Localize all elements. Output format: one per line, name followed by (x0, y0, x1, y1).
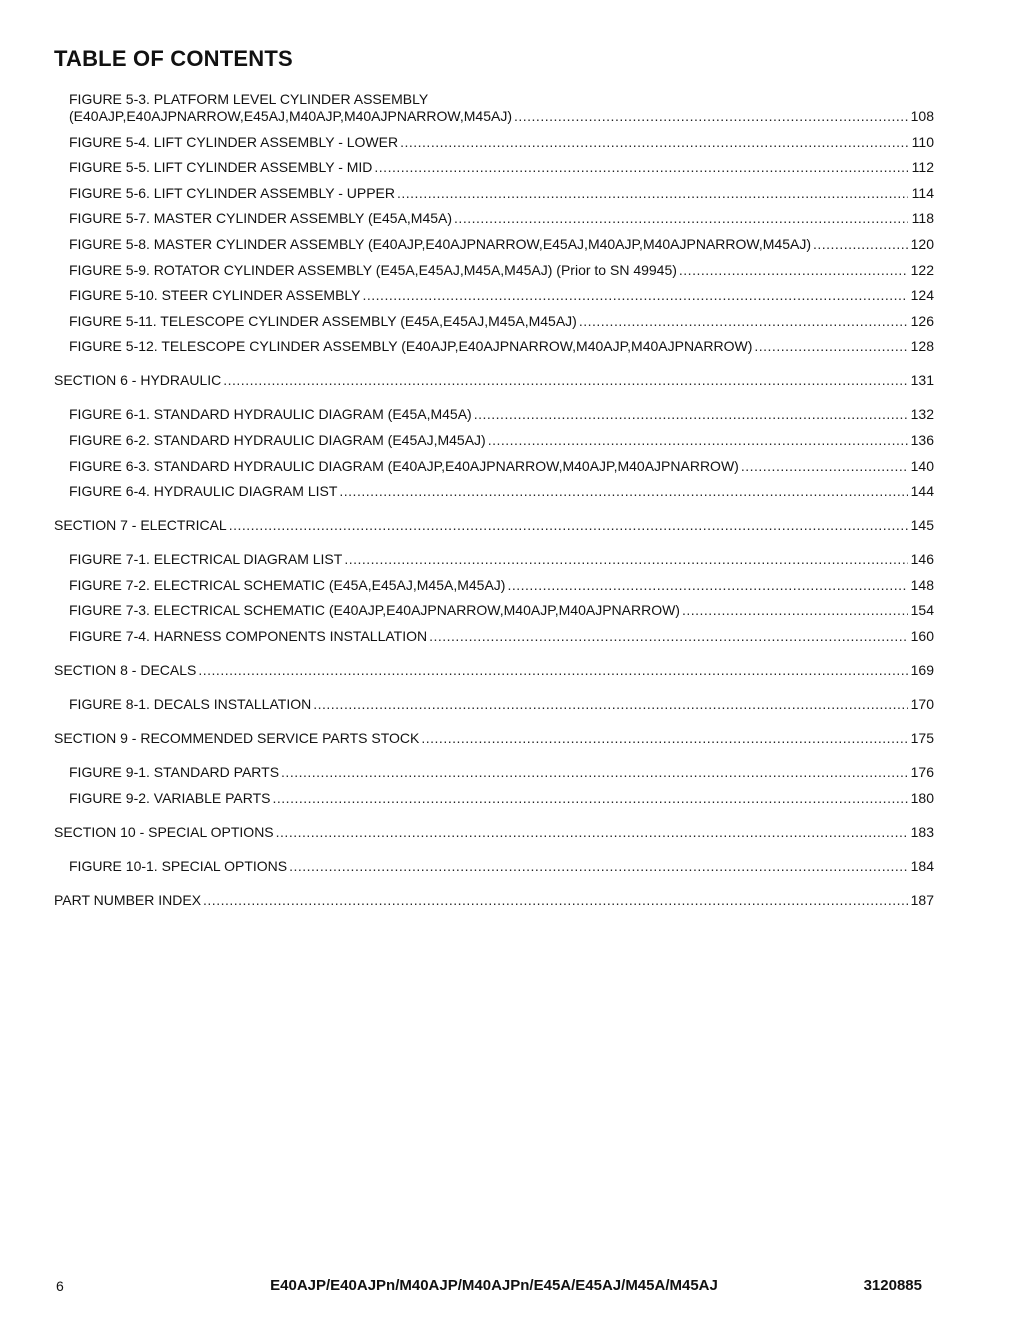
toc-entry-page: 140 (910, 457, 934, 474)
leader-dots (229, 517, 908, 534)
toc-entry-page: 184 (910, 857, 934, 874)
toc-entry-text: SECTION 6 - HYDRAULIC (54, 372, 222, 389)
toc-entry-figure-7-1[interactable] (54, 551, 934, 568)
leader-dots (203, 892, 908, 909)
leader-dots (363, 287, 909, 304)
toc-entry-page: 169 (910, 661, 934, 678)
toc-entry-text: FIGURE 9-2. VARIABLE PARTS (69, 789, 271, 806)
toc-entry-page: 131 (910, 372, 934, 389)
toc-entry-page: 132 (910, 406, 934, 423)
leader-dots (429, 628, 908, 645)
toc-entry-section-8[interactable] (54, 662, 934, 679)
toc-entry-text: FIGURE 6-4. HYDRAULIC DIAGRAM LIST (69, 483, 338, 500)
toc-entry-text: FIGURE 7-4. HARNESS COMPONENTS INSTALLATION (69, 627, 428, 644)
leader-dots (374, 159, 908, 176)
toc-entry-text: PART NUMBER INDEX (54, 891, 202, 908)
page-title: TABLE OF CONTENTS (54, 46, 293, 71)
toc-entries (54, 91, 934, 909)
toc-entry-part-number-index[interactable] (54, 892, 934, 909)
footer-models: E40AJP/E40AJPn/M40AJP/M40AJPn/E45A/E45AJ/M45A/M45AJ (270, 1277, 718, 1294)
toc-entry-figure-5-5[interactable] (54, 159, 934, 176)
footer-doc-number: 3120885 (863, 1277, 922, 1294)
toc-entry-figure-7-2[interactable] (54, 577, 934, 594)
toc-entry-figure-5-10[interactable] (54, 287, 934, 304)
toc-entry-figure-9-2[interactable] (54, 790, 934, 807)
toc-entry-section-9[interactable] (54, 730, 934, 747)
toc-entry-page: 118 (911, 210, 934, 227)
toc-entry-text: SECTION 10 - SPECIAL OPTIONS (54, 823, 274, 840)
leader-dots (223, 372, 908, 389)
toc-entry-page: 187 (910, 891, 934, 908)
toc-entry-page: 114 (911, 184, 934, 201)
toc-entry-text: FIGURE 5-9. ROTATOR CYLINDER ASSEMBLY (E45A,E45AJ,M45A,M45AJ) (Prior to SN 49945) (69, 261, 677, 278)
toc-entry-figure-5-6[interactable] (54, 185, 934, 202)
toc-entry-page: 136 (910, 431, 934, 448)
leader-dots (273, 790, 908, 807)
leader-dots (507, 577, 908, 594)
toc-entry-page: 120 (910, 235, 934, 252)
toc-entry-figure-10-1[interactable] (54, 858, 934, 875)
leader-dots (813, 236, 908, 253)
toc-entry-page: 148 (910, 576, 934, 593)
leader-dots (754, 338, 908, 355)
toc-entry-figure-5-7[interactable] (54, 210, 934, 227)
leader-dots (344, 551, 908, 568)
toc-entry-page: 122 (910, 261, 934, 278)
toc-entry-text-continued: (E40AJP,E40AJPNARROW,E45AJ,M40AJP,M40AJPNARROW,M45AJ) (69, 108, 512, 124)
leader-dots (488, 432, 908, 449)
toc-entry-figure-6-4[interactable] (54, 483, 934, 500)
toc-entry-section-7[interactable] (54, 517, 934, 534)
leader-dots (276, 824, 908, 841)
leader-dots (474, 406, 908, 423)
toc-entry-figure-5-12[interactable] (54, 338, 934, 355)
leader-dots (313, 696, 908, 713)
toc-entry-page: 110 (911, 133, 934, 150)
toc-entry-page: 144 (910, 483, 934, 500)
toc-entry-figure-7-4[interactable] (54, 628, 934, 645)
toc-entry-figure-5-9[interactable] (54, 262, 934, 279)
toc-entry-page: 154 (910, 602, 934, 619)
page-footer (54, 1278, 934, 1296)
toc-entry-text: FIGURE 5-4. LIFT CYLINDER ASSEMBLY - LOWER (69, 133, 399, 150)
toc-entry-page: 176 (910, 763, 934, 780)
toc-entry-section-6[interactable] (54, 372, 934, 389)
leader-dots (579, 313, 908, 330)
leader-dots (514, 108, 908, 125)
toc-entry-page: 128 (910, 338, 934, 355)
toc-entry-text: FIGURE 5-7. MASTER CYLINDER ASSEMBLY (E45A,M45A) (69, 210, 453, 227)
toc-entry-text: FIGURE 5-8. MASTER CYLINDER ASSEMBLY (E40AJP,E40AJPNARROW,E45AJ,M40AJP,M40AJPNARROW,M45AJ) (69, 235, 811, 252)
toc-entry-text: SECTION 8 - DECALS (54, 661, 197, 678)
leader-dots (454, 210, 908, 227)
leader-dots (281, 764, 908, 781)
toc-entry-text: FIGURE 7-3. ELECTRICAL SCHEMATIC (E40AJP,E40AJPNARROW,M40AJP,M40AJPNARROW) (69, 602, 680, 619)
toc-entry-text: FIGURE 5-3. PLATFORM LEVEL CYLINDER ASSEMBLY (69, 91, 429, 107)
toc-entry-text: FIGURE 5-11. TELESCOPE CYLINDER ASSEMBLY (E45A,E45AJ,M45A,M45AJ) (69, 312, 577, 329)
toc-entry-figure-6-1[interactable] (54, 406, 934, 423)
toc-entry-figure-5-11[interactable] (54, 313, 934, 330)
toc-entry-page: 112 (911, 159, 934, 176)
toc-entry-text: FIGURE 5-12. TELESCOPE CYLINDER ASSEMBLY (E40AJP,E40AJPNARROW,M40AJP,M40AJPNARROW) (69, 338, 753, 355)
toc-entry-figure-6-2[interactable] (54, 432, 934, 449)
toc-entry-section-10[interactable] (54, 824, 934, 841)
toc-entry-figure-6-3[interactable] (54, 458, 934, 475)
toc-entry-page: 175 (910, 729, 934, 746)
toc-entry-page: 146 (910, 551, 934, 568)
toc-entry-text: FIGURE 6-3. STANDARD HYDRAULIC DIAGRAM (E40AJP,E40AJPNARROW,M40AJP,M40AJPNARROW) (69, 457, 739, 474)
toc-entry-page: 180 (910, 789, 934, 806)
toc-entry-page: 170 (910, 695, 934, 712)
leader-dots (400, 134, 908, 151)
toc-entry-text: FIGURE 6-1. STANDARD HYDRAULIC DIAGRAM (E45A,M45A) (69, 406, 472, 423)
leader-dots (741, 458, 908, 475)
toc-entry-text: FIGURE 8-1. DECALS INSTALLATION (69, 695, 312, 712)
toc-entry-figure-7-3[interactable] (54, 602, 934, 619)
toc-entry-page: 145 (910, 517, 934, 534)
toc-entry-text: SECTION 7 - ELECTRICAL (54, 517, 227, 534)
toc-entry-text: FIGURE 10-1. SPECIAL OPTIONS (69, 857, 288, 874)
leader-dots (679, 262, 908, 279)
toc-entry-page: 160 (910, 627, 934, 644)
toc-entry-page: 183 (910, 823, 934, 840)
leader-dots (682, 602, 908, 619)
toc-entry-text: FIGURE 5-10. STEER CYLINDER ASSEMBLY (69, 287, 361, 304)
leader-dots (339, 483, 908, 500)
toc-entry-text: FIGURE 7-2. ELECTRICAL SCHEMATIC (E45A,E45AJ,M45A,M45AJ) (69, 576, 506, 593)
toc-entry-figure-9-1[interactable] (54, 764, 934, 781)
toc-entry-text: FIGURE 9-1. STANDARD PARTS (69, 763, 280, 780)
leader-dots (397, 185, 908, 202)
toc-entry-figure-5-4[interactable] (54, 134, 934, 151)
toc-entry-text: FIGURE 7-1. ELECTRICAL DIAGRAM LIST (69, 551, 343, 568)
toc-entry-figure-5-8[interactable] (54, 236, 934, 253)
toc-entry-text: FIGURE 5-5. LIFT CYLINDER ASSEMBLY - MID (69, 159, 373, 176)
toc-entry-text: FIGURE 6-2. STANDARD HYDRAULIC DIAGRAM (E45AJ,M45AJ) (69, 431, 486, 448)
toc-entry-figure-8-1[interactable] (54, 696, 934, 713)
toc-entry-page: 124 (910, 287, 934, 304)
toc-entry-page: 108 (910, 108, 934, 124)
toc-entry-text: FIGURE 5-6. LIFT CYLINDER ASSEMBLY - UPPER (69, 184, 395, 201)
leader-dots (198, 662, 908, 679)
leader-dots (421, 730, 908, 747)
toc-entry-figure-5-3[interactable] (54, 91, 934, 125)
footer-page-number: 6 (56, 1278, 64, 1294)
toc-entry-page: 126 (910, 312, 934, 329)
leader-dots (289, 858, 908, 875)
toc-entry-text: SECTION 9 - RECOMMENDED SERVICE PARTS STOCK (54, 729, 420, 746)
